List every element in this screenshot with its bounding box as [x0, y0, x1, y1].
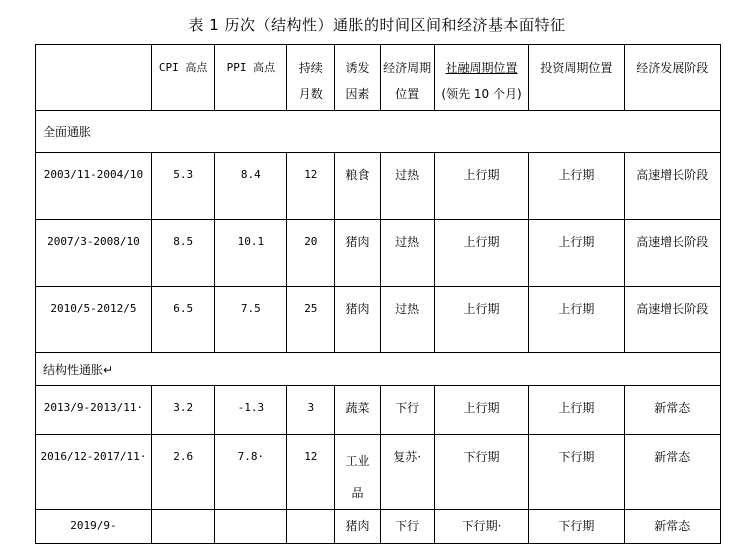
header-trigger: 诱发 因素 [335, 45, 380, 111]
cell-invest: 下行期 [529, 435, 624, 510]
table-row [36, 386, 721, 435]
cell-invest: 上行期 [529, 153, 624, 220]
header-duration: 持续 月数 [287, 45, 335, 111]
section-label: 结构性通胀↵ [36, 353, 721, 386]
cell-period: 2016/12-2017/11· [36, 435, 152, 510]
cell-months [287, 510, 335, 544]
cell-ppi: 10.1 [215, 220, 287, 287]
cell-tsf: 上行期 [434, 153, 528, 220]
cell-econ: 过热 [380, 220, 434, 287]
header-tsf-cycle: 社融周期位置 (领先 10 个月) [434, 45, 528, 111]
cell-tsf: 上行期 [434, 287, 528, 353]
cell-tsf: 上行期 [434, 386, 528, 435]
cell-period: 2007/3-2008/10 [36, 220, 152, 287]
cell-invest: 下行期 [529, 510, 624, 544]
cell-ppi: 8.4 [215, 153, 287, 220]
cell-tsf: 下行期 [434, 435, 528, 510]
header-dev-stage: 经济发展阶段 [624, 45, 720, 111]
cell-stage: 新常态 [624, 435, 720, 510]
cell-econ: 下行 [380, 386, 434, 435]
header-period [36, 45, 152, 111]
section-row [36, 111, 721, 153]
cell-cpi: 2.6 [151, 435, 215, 510]
table-row [36, 510, 721, 544]
cell-period: 2019/9- [36, 510, 152, 544]
table-row [36, 435, 721, 510]
cell-trigger: 蔬菜 [335, 386, 380, 435]
cell-months: 12 [287, 153, 335, 220]
cell-stage: 高速增长阶段 [624, 287, 720, 353]
cell-months: 20 [287, 220, 335, 287]
header-ppi: PPI 高点 [215, 45, 287, 111]
cell-months: 12 [287, 435, 335, 510]
cell-trigger: 猪肉 [335, 220, 380, 287]
cell-stage: 高速增长阶段 [624, 220, 720, 287]
header-econ-cycle: 经济周期 位置 [380, 45, 434, 111]
table-row [36, 220, 721, 287]
cell-econ: 过热 [380, 153, 434, 220]
cell-ppi: 7.8· [215, 435, 287, 510]
cell-cpi [151, 510, 215, 544]
cell-trigger: 工业 品 [335, 435, 380, 510]
cell-period: 2013/9-2013/11· [36, 386, 152, 435]
cell-ppi: 7.5 [215, 287, 287, 353]
cell-trigger: 猪肉 [335, 510, 380, 544]
cell-tsf: 上行期 [434, 220, 528, 287]
cell-cpi: 6.5 [151, 287, 215, 353]
section-label: 全面通胀 [36, 111, 721, 153]
cell-months: 3 [287, 386, 335, 435]
table-row [36, 153, 721, 220]
table-row [36, 287, 721, 353]
cell-cpi: 5.3 [151, 153, 215, 220]
cell-ppi: -1.3 [215, 386, 287, 435]
header-row [36, 45, 721, 111]
cell-tsf: 下行期· [434, 510, 528, 544]
cell-ppi [215, 510, 287, 544]
cell-stage: 新常态 [624, 510, 720, 544]
cell-cpi: 3.2 [151, 386, 215, 435]
cell-invest: 上行期 [529, 220, 624, 287]
header-cpi: CPI 高点 [151, 45, 215, 111]
cell-econ: 过热 [380, 287, 434, 353]
cell-invest: 上行期 [529, 386, 624, 435]
cell-econ: 复苏· [380, 435, 434, 510]
inflation-table [35, 44, 721, 544]
cell-stage: 高速增长阶段 [624, 153, 720, 220]
cell-econ: 下行 [380, 510, 434, 544]
cell-trigger: 粮食 [335, 153, 380, 220]
cell-invest: 上行期 [529, 287, 624, 353]
cell-cpi: 8.5 [151, 220, 215, 287]
cell-trigger: 猪肉 [335, 287, 380, 353]
header-invest-cycle: 投资周期位置 [529, 45, 624, 111]
cell-period: 2003/11-2004/10 [36, 153, 152, 220]
table-title: 表 1 历次（结构性）通胀的时间区间和经济基本面特征 [188, 16, 566, 34]
cell-months: 25 [287, 287, 335, 353]
section-row [36, 353, 721, 386]
cell-period: 2010/5-2012/5 [36, 287, 152, 353]
cell-stage: 新常态 [624, 386, 720, 435]
